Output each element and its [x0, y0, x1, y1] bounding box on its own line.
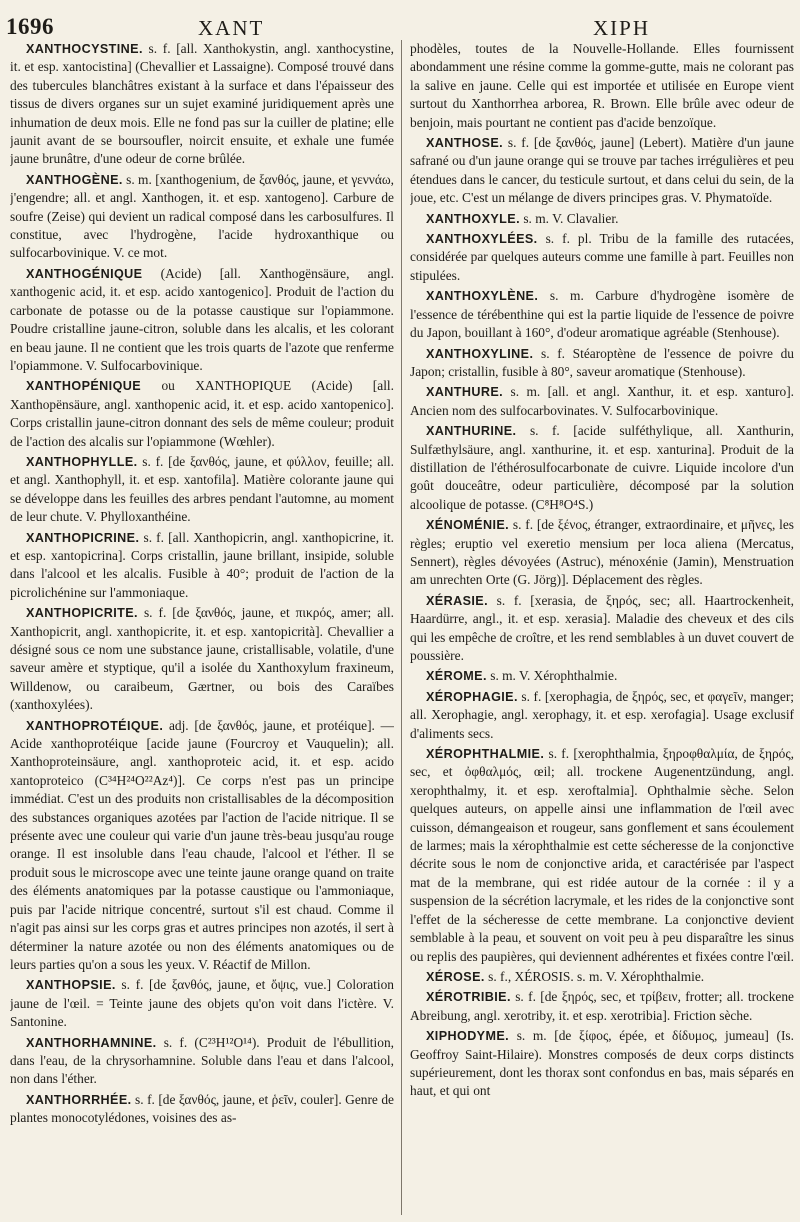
entry-headword: XANTHOXYLE. [426, 211, 520, 226]
entry-definition: s. f. [all. Xanthokystin, angl. xanthocystine, it. et esp. xantocistina] (Chevallier et Lassaigne). Composé trouvé dans des tubercules blanchâtres existant à la surface et dans l'épaisseur des tissus de divers organes sur un sujet examiné juridiquement après une inhumation de deux mois. Elle ne fond pas sur la cuiller de platine; elle jaunit avant de se boursoufler, noircit ensuite, et exhale une fumée jaune brunâtre, d'une odeur de corne brûlée. [10, 41, 394, 167]
dictionary-entry [410, 667, 794, 685]
entry-headword: XÉROTRIBIE. [426, 990, 511, 1005]
page-number: 1696 [6, 14, 54, 39]
dictionary-entry [10, 1034, 394, 1089]
entry-headword: XANTHORHAMNINE. [26, 1035, 157, 1050]
entry-definition: s. m. V. Clavalier. [519, 210, 619, 226]
entry-definition: s. f. [all. Xanthopicrin, angl. xanthopicrine, it. et esp. xantopicrina]. Corps cristallin, jaune brillant, insipide, soluble dans l'alcool et les alcalis. Fusible à 40°; produit de l'action de la picrolichénine sur l'ammoniaque. [10, 529, 394, 600]
dictionary-entry [410, 210, 794, 228]
dictionary-entry [10, 529, 394, 603]
entry-headword: XANTHOGÉNIQUE [26, 266, 143, 281]
entry-headword: XANTHOPICRINE. [26, 530, 140, 545]
entry-headword: XANTHOXYLINE. [426, 346, 534, 361]
entry-definition: s. m. [de ξίφος, épée, et δίδυμος, jumeau] (Is. Geoffroy Saint-Hilaire). Monstres composés de deux corps distincts supérieurement, dont les thorax sont confondus en bas, mais séparés en haut, et qui ont [410, 1028, 794, 1099]
entry-headword: XANTHOPSIE. [26, 978, 116, 993]
dictionary-entry [410, 230, 794, 285]
entry-headword: XANTHOGÈNE. [26, 172, 123, 187]
dictionary-entry [410, 745, 794, 966]
entry-headword: XANTHOPROTÉIQUE. [26, 718, 164, 733]
entry-definition: s. f. [de ξανθός, jaune, et ῥεῖν, couler]. Genre de plantes monocotylédones, voisines des as- [10, 1091, 394, 1126]
entry-definition: s. f. [de ξανθός, jaune, et φύλλον, feuille; all. et angl. Xanthophyll, it. et esp. xantofila]. Matière colorante jaune qui se développe dans les feuilles des arbres pendant l'automne, au moment de leur chute. V. Phylloxanthéine. [10, 453, 394, 525]
entry-headword: XANTHURE. [426, 385, 504, 400]
entry-headword: XÉRASIE. [426, 593, 488, 608]
dictionary-entry [410, 592, 794, 666]
entry-headword: XÉROME. [426, 669, 487, 684]
entry-definition: s. f. [xerophagia, de ξηρός, sec, et φαγεῖν, manger; all. Xerophagie, angl. xerophagy, it. et esp. xerofagia]. Usage exclusif d'aliments secs. [410, 688, 794, 741]
entry-definition: s. f. [de ξανθός, jaune, et πικρός, amer; all. Xanthopicrit, angl. xanthopicrite, it. et esp. xantopicrità]. Chevallier a désigné sous ce nom une substance jaune, cristallisable, volatile, d'une saveur amère et styptique, qu'il a isolée du Xanthoxylum fraxineum, Willdenow, ou caraibeum, Gærtner, ou bois des Caraïbes (xanthoxylées). [10, 605, 394, 713]
dictionary-entry [410, 134, 794, 208]
page-header [0, 0, 800, 40]
entry-definition: s. f. [de ξένος, étranger, extraordinaire, et μῆνες, les règles; eruptio vel exeretio mensium per loca aliena (Mercatus, Sennert), règles dévoyées (Astruc), ménoxénie (Jamin), Menstruation am unrechten Orte (G. Jörg)]. Déplacement des règles. [410, 517, 794, 588]
dictionary-entry [410, 1027, 794, 1101]
dictionary-entry [410, 345, 794, 382]
entry-definition: s. m. V. Xérophthalmie. [486, 668, 618, 684]
entry-headword: XANTHOXYLÉES. [426, 232, 538, 247]
entry-definition: s. m. [all. et angl. Xanthur, it. et esp. xanturo]. Ancien nom des sulfocarbovinates. V. Sulfocarbovinique. [410, 384, 794, 418]
left-column [10, 40, 394, 1218]
entry-definition: s. f. (C²³H¹²O¹⁴). Produit de l'ébullition, dans l'eau, de la chrysorhamnine. Soluble dans l'eau et dans l'alcool, non dans l'éther. [10, 1034, 394, 1087]
entry-definition: s. m. Carbure d'hydrogène isomère de l'essence de térébenthine qui est la partie liquide de l'essence de poivre du Japon, bouillant à 160°, d'odeur aromatique agréable (Stenhouse). [410, 288, 794, 341]
entry-headword: XANTHOPÉNIQUE [26, 379, 142, 394]
entry-definition: s. f. [acide sulféthylique, all. Xanthurin, Sulfæthylsäure, angl. xanthurine, it. et esp. xanturina]. Produit de la distillation de l'éthérosulfocarbonate de cuivre. Liquide incolore d'un goût douceâtre, odeur particulière, décomposé par la solution alcoolique de potasse. (C⁸H⁸O⁴S.) [410, 423, 794, 512]
dictionary-entry [410, 516, 794, 590]
dictionary-entry [10, 265, 394, 375]
entry-headword: XÉROPHAGIE. [426, 689, 518, 704]
right-running-head: XIPH [593, 16, 651, 40]
entry-definition: adj. [de ξανθός, jaune, et protéique]. — Acide xanthoprotéique [acide jaune (Fourcroy et Vauquelin); all. Xanthoproteinsäure, angl. xanthoproteic acid, it. et esp. acido xantoproteico (C³⁴H²⁴O²²Az⁴)]. Ce corps n'est pas un principe immédiat. C'est un des produits non cristallisables de la décomposition des substances organiques azotées par l'action de l'acide nitrique. Il se présente avec une couleur qui varie d'un jaune très-beau jusqu'au rouge orange. Il est insoluble dans l'eau chaude, l'alcool et l'éther. Il se produit sous le microscope avec une teinte jaune orange quand on traite des éléments anatomiques par la potasse caustique ou l'ammoniaque, puis par l'acide nitrique concentré, surtout s'il est chaud. Comme il n'agit pas ainsi sur les corps gras et autres principes non azotés, il sert à déterminer la nature azotée ou non des éléments anatomiques ou de leurs parties qu'on a sous les yeux. V. Réactif de Millon. [10, 717, 394, 972]
entry-headword: XANTHORRHÉE. [26, 1092, 132, 1107]
dictionary-entry [10, 1091, 394, 1128]
dictionary-entry [10, 171, 394, 263]
entry-definition: s. f. pl. Tribu de la famille des rutacées, considérée par quelques auteurs comme une famille à part. Feuilles non stipulées. [410, 231, 794, 283]
dictionary-entry [410, 40, 794, 132]
right-column [410, 40, 794, 1218]
entry-headword: XÉNOMÉNIE. [426, 518, 510, 533]
column-divider [401, 40, 402, 1215]
entry-headword: XÉROPHTHALMIE. [426, 747, 545, 762]
entry-definition: (Acide) [all. Xanthogënsäure, angl. xanthogenic acid, it. et esp. acido xantogenico]. Produit de l'action du carbonate de potasse ou de la potasse caustique sur l'opiammone. Poudre cristalline jaune-citron, soluble dans les alcalis, et les colorant en beau jaune. Il ne contient que les trois quarts de l'azote que renferme l'opiammone. V. Sulfocarbovinique. [10, 265, 394, 373]
dictionary-entry [10, 717, 394, 975]
left-running-head: XANT [198, 16, 265, 40]
entry-headword: XANTHOXYLÈNE. [426, 289, 539, 304]
entry-headword: XÉROSE. [426, 969, 485, 984]
dictionary-entry [410, 988, 794, 1025]
entry-headword: XANTHOPHYLLE. [26, 454, 138, 469]
entry-definition: s. f. [xerophthalmia, ξηροφθαλμία, de ξηρός, sec, et ὀφθαλμός, œil; all. trockene Augenentzündung, angl. xerophthalmy, it. et esp. xeroftalmia]. Ophthalmie sèche. Selon quelques auteurs, on appelle ainsi une inflammation de l'œil avec cuisson, démangeaison et rougeur, sans gonflement et sans écoulement de larmes; mais la xérophthalmie est cette sécheresse de la conjonctive décrite sous le nom de conjonctive arida, et caractérisée par l'aspect mat de la membrane, qui est ridée autour de la cornée : il y a suspension de la sécrétion lacrymale, et les rides de la conjonctive sont l'effet de la sécheresse de cette membrane. La conjonctive devient semblable à la peau, et souvent on voit peu à peu disparaître les sinus ou replis des paupières, qui deviennent adhérentes et fixées contre l'œil. [410, 746, 794, 964]
dictionary-entry [10, 604, 394, 714]
entry-definition: s. f. [de ξηρός, sec, et τρίβειν, frotter; all. trockene Abreibung, angl. xerotriby, it. et esp. xerotribia]. Friction sèche. [410, 989, 794, 1023]
entry-definition: s. f. Stéaroptène de l'essence de poivre du Japon; cristallin, fusible à 80°, saveur aromatique (Stenhouse). [410, 345, 794, 379]
entry-definition: s. f., XÉROSIS. s. m. V. Xérophthalmie. [484, 968, 705, 984]
entry-headword: XANTHOSE. [426, 136, 504, 151]
entry-definition: s. f. [de ξανθός, jaune, et ὄψις, vue.] Coloration jaune de l'œil. = Teinte jaune des objets qu'on voit dans l'ictère. V. Santonine. [10, 977, 394, 1030]
dictionary-entry [410, 688, 794, 743]
entry-definition: s. f. [xerasia, de ξηρός, sec; all. Haartrockenheit, Haardürre, angl., it. et esp. xerasia]. Maladie des cheveux et des cils qui les empêche de croître, et les rend semblables à un duvet couvert de poussière. [410, 592, 794, 663]
dictionary-entry [10, 453, 394, 527]
dictionary-entry [410, 968, 794, 986]
entry-definition: ou XANTHOPIQUE (Acide) [all. Xanthopënsäure, angl. xanthopenic acid, it. et esp. acido xantopenico]. Corps cristallin jaune-citron donnant des sels de même couleur; produit de l'action des alcalis sur l'opiammone (Wœhler). [10, 378, 394, 449]
entry-headword: XANTHURINE. [426, 424, 517, 439]
dictionary-entry [410, 383, 794, 420]
dictionary-entry [10, 40, 394, 169]
dictionary-entry [10, 976, 394, 1031]
dictionary-entry [10, 377, 394, 451]
dictionary-entry [410, 287, 794, 342]
entry-definition: phodèles, toutes de la Nouvelle-Hollande. Elles fournissent abondamment une résine comme la gomme-gutte, mais ne colorant pas la salive en jaune. Celle qui est importée et utilisée en Europe vient surtout du Xanthorrhea arborea, R. Brown. Elle brûle avec odeur de benjoin, mais pourtant ne contient pas d'acide benzoïque. [410, 41, 794, 130]
entry-definition: s. m. [xanthogenium, de ξανθός, jaune, et γεννάω, j'engendre; all. et angl. Xanthogen, it. et esp. xantogeno]. Carbure de soufre (Zeise) qui devient un radical composé dans les carbosulfures. Il constitue, avec l'hydrogène, l'acide hydroxanthique ou sulfocarbovinique. V. ce mot. [10, 171, 394, 261]
entry-headword: XANTHOCYSTINE. [26, 42, 143, 56]
entry-headword: XANTHOPICRITE. [26, 606, 138, 621]
dictionary-entry [410, 422, 794, 514]
entry-definition: s. f. [de ξανθός, jaune] (Lebert). Matière d'un jaune safrané ou d'un jaune orange qui se trouve par taches irrégulières et peu étendues dans le cancer, du testicule surtout, et dans celui du sein, de la joue, etc. C'est un mélange de divers principes gras. V. Phymatoïde. [410, 135, 794, 206]
entry-headword: XIPHODYME. [426, 1029, 510, 1044]
